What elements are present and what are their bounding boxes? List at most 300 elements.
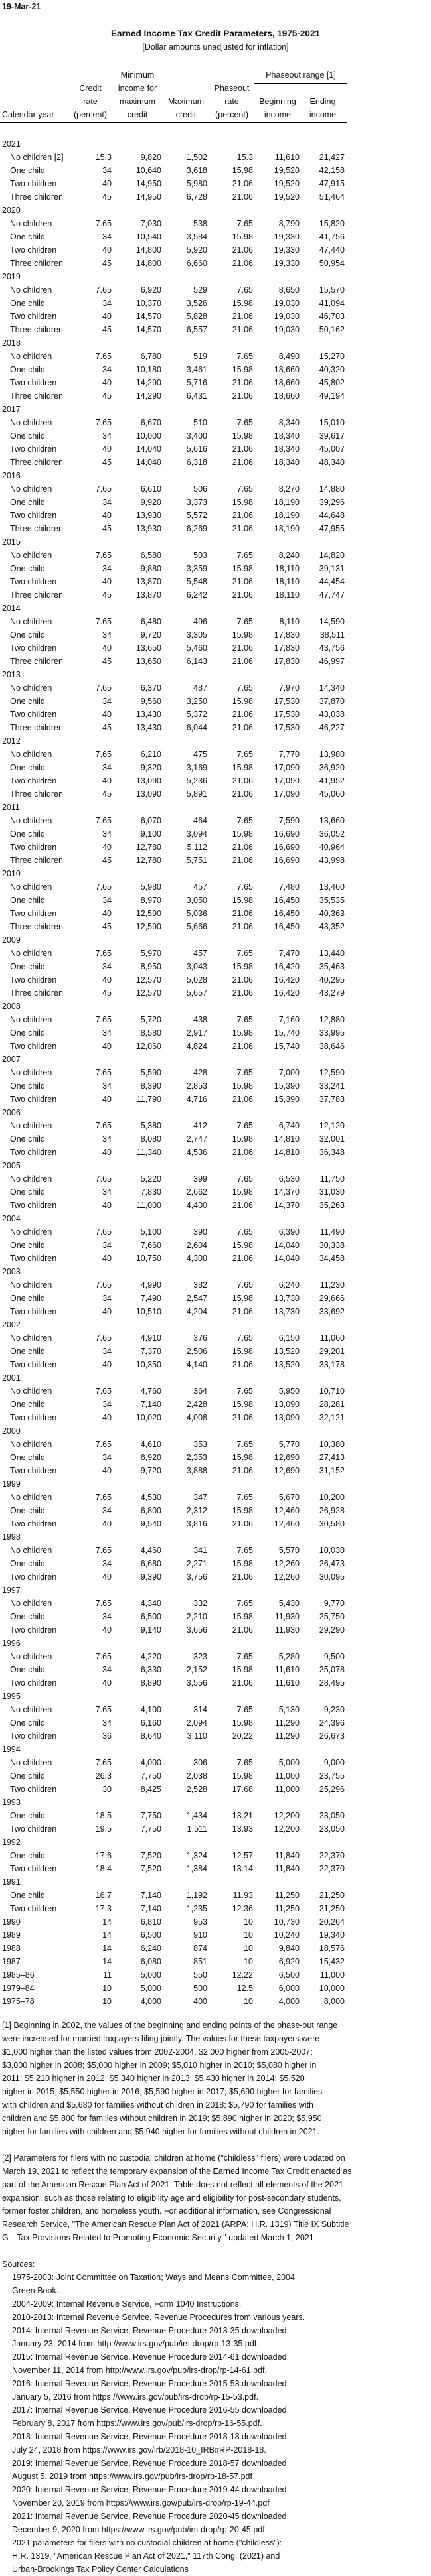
cell-min-income: 13,650 [135,657,161,666]
row-label: One child [10,1453,45,1462]
header-line: income [264,110,292,119]
cell-beginning-income: 15,390 [274,1081,300,1091]
row-label: 2000 [2,1426,21,1436]
cell-credit-rate: 7.65 [95,882,112,892]
cell-min-income: 4,760 [140,1387,161,1396]
cell-max-credit: 2,547 [186,1294,207,1303]
cell-phaseout-rate: 7.65 [236,1493,253,1502]
header-line: income for [118,84,157,93]
cell-credit-rate: 34 [102,1028,112,1038]
row-label: 2002 [2,1320,21,1329]
cell-min-income: 6,210 [140,750,161,759]
cell-beginning-income: 19,330 [274,232,300,241]
cell-min-income: 10,540 [135,232,161,241]
cell-max-credit: 3,169 [186,763,207,772]
cell-beginning-income: 14,810 [274,1148,300,1157]
footnote-line: March 19, 2021 to reflect the temporary expansion of the Earned Income Tax Credit enacted as [2,2167,352,2176]
cell-max-credit: 1,192 [186,1891,207,1900]
cell-ending-income: 24,396 [319,1718,345,1728]
cell-max-credit: 519 [193,352,207,361]
cell-min-income: 10,510 [135,1307,161,1316]
cell-beginning-income: 11,000 [274,1785,300,1794]
row-label: One child [10,962,45,971]
row-label: 2019 [2,272,21,281]
table-row [0,1292,347,1305]
cell-credit-rate: 40 [102,179,112,188]
row-label: No children [10,418,52,427]
cell-max-credit: 2,428 [186,1400,207,1409]
cell-min-income: 13,090 [135,789,161,799]
cell-credit-rate: 34 [102,299,112,308]
row-label: One child [10,365,45,374]
cell-beginning-income: 6,240 [278,1280,300,1290]
row-label: Two children [10,776,57,785]
cell-ending-income: 33,241 [319,1081,345,1091]
cell-beginning-income: 7,160 [278,1015,300,1024]
cell-beginning-income: 7,770 [278,750,300,759]
cell-beginning-income: 14,370 [274,1187,300,1197]
cell-max-credit: 487 [193,683,207,693]
row-label: No children [10,1121,52,1130]
cell-min-income: 13,930 [135,511,161,520]
cell-beginning-income: 4,000 [278,1997,300,2006]
row-label: Three children [10,192,63,202]
cell-max-credit: 4,140 [186,1360,207,1369]
cell-credit-rate: 7.65 [95,285,112,295]
eitc-parameters-table [0,66,347,2009]
cell-ending-income: 28,495 [319,1678,345,1688]
cell-max-credit: 538 [193,219,207,228]
row-label: One child [10,1506,45,1515]
source-line: 2020: Internal Revenue Service, Revenue Procedure 2019-44 downloaded [12,2485,287,2494]
cell-phaseout-rate: 15.98 [232,1028,253,1038]
table-row [0,880,347,894]
cell-beginning-income: 15,390 [274,1095,300,1104]
cell-min-income: 11,340 [136,1148,161,1157]
year-row [0,403,347,416]
table-row [0,1438,347,1451]
cell-ending-income: 38,511 [319,630,345,640]
cell-phaseout-rate: 15.98 [232,1559,253,1568]
cell-phaseout-rate: 13.93 [232,1824,253,1834]
cell-phaseout-rate: 12.57 [232,1851,253,1860]
cell-credit-rate: 34 [102,1665,112,1674]
cell-max-credit: 5,891 [186,789,207,799]
table-row [0,894,347,907]
table-row [0,695,347,708]
cell-phaseout-rate: 21.06 [232,710,253,719]
cell-beginning-income: 10,240 [274,1931,300,1940]
cell-ending-income: 40,295 [319,975,345,984]
cell-min-income: 8,970 [140,896,161,905]
cell-phaseout-rate: 15.98 [232,232,253,241]
row-label: One child [10,896,45,905]
table-row [0,628,347,642]
cell-min-income: 9,920 [140,498,161,507]
cell-phaseout-rate: 7.65 [236,484,253,494]
row-label: No children [10,1440,52,1449]
cell-ending-income: 45,060 [319,789,345,799]
cell-credit-rate: 34 [102,1187,112,1197]
cell-beginning-income: 17,530 [274,697,300,706]
row-label: Two children [10,511,57,520]
cell-ending-income: 45,007 [319,444,345,454]
cell-ending-income: 30,095 [319,1572,345,1582]
cell-min-income: 9,560 [140,697,161,706]
cell-min-income: 12,780 [135,843,161,852]
row-label: 2010 [2,869,21,878]
table-row [0,1385,347,1398]
cell-phaseout-rate: 21.06 [232,776,253,785]
cell-ending-income: 46,227 [319,723,345,732]
cell-beginning-income: 16,690 [274,843,300,852]
cell-max-credit: 6,431 [186,391,207,401]
footnote-line: Research Service, "The American Rescue Plan Act of 2021 (ARPA; H.R. 1319) Title IX Subtitle [2,2220,349,2229]
cell-max-credit: 4,400 [186,1201,207,1210]
cell-phaseout-rate: 15.98 [232,829,253,839]
row-label: Two children [10,1466,57,1475]
table-row [0,1119,347,1132]
source-line: Green Book. [12,2286,59,2295]
cell-ending-income: 8,000 [323,1997,345,2006]
cell-beginning-income: 17,090 [274,776,300,785]
row-label: 1979–84 [2,1984,35,1993]
cell-phaseout-rate: 21.06 [232,458,253,467]
year-row [0,1265,347,1278]
cell-phaseout-rate: 15.98 [232,1081,253,1091]
cell-phaseout-rate: 15.98 [232,763,253,772]
cell-credit-rate: 17.3 [95,1904,112,1913]
source-line: 2015: Internal Revenue Service, Revenue Procedure 2014-61 downloaded [12,2352,287,2362]
cell-credit-rate: 34 [102,1506,112,1515]
page-title: Earned Income Tax Credit Parameters, 1975-2021 [111,29,320,38]
cell-phaseout-rate: 7.65 [236,1068,253,1077]
table-row [0,1902,347,1915]
cell-min-income: 11,000 [136,1201,161,1210]
cell-phaseout-rate: 21.06 [232,1042,253,1051]
cell-credit-rate: 7.65 [95,1015,112,1024]
cell-ending-income: 30,338 [319,1241,345,1250]
source-line: 2021 parameters for filers with no custodial children at home ("childless"): [12,2538,282,2547]
row-label: 1988 [2,1944,21,1953]
row-label: 2006 [2,1108,21,1117]
cell-ending-income: 29,290 [319,1625,345,1635]
cell-max-credit: 3,656 [186,1625,207,1635]
source-line: January 5, 2016 from https://www.irs.gov/pub/irs-drop/rp-15-53.pdf. [12,2392,259,2402]
table-row [0,1040,347,1053]
table-row [0,841,347,854]
cell-min-income: 7,140 [140,1904,161,1913]
cell-min-income: 9,880 [140,564,161,573]
cell-max-credit: 953 [193,1917,207,1927]
cell-max-credit: 323 [193,1652,207,1661]
cell-max-credit: 6,242 [186,590,207,600]
cell-credit-rate: 14 [102,1917,112,1927]
cell-phaseout-rate: 21.06 [232,325,253,334]
cell-beginning-income: 17,830 [274,644,300,653]
cell-ending-income: 39,617 [319,431,345,441]
cell-phaseout-rate: 7.65 [236,882,253,892]
cell-beginning-income: 13,520 [274,1360,300,1369]
sources-list [2,2271,427,2576]
source-line: August 5, 2019 from https://www.irs.gov/pub/irs-drop/rp-18-57.pdf [12,2472,252,2481]
row-label: One child [10,829,45,839]
cell-ending-income: 47,440 [319,245,345,255]
cell-max-credit: 4,008 [186,1413,207,1422]
cell-beginning-income: 19,520 [274,192,300,202]
footnote-line: [2] Parameters for filers with no custodial children at home ("childless" filers) were updated on [2,2153,345,2163]
row-label: One child [10,1771,45,1781]
cell-min-income: 13,870 [135,577,161,586]
cell-credit-rate: 34 [102,1347,112,1356]
cell-ending-income: 29,666 [319,1294,345,1303]
row-label: One child [10,1294,45,1303]
cell-phaseout-rate: 17.68 [232,1785,253,1794]
cell-beginning-income: 13,090 [274,1413,300,1422]
cell-ending-income: 10,200 [319,1493,345,1502]
cell-credit-rate: 40 [102,644,112,653]
cell-max-credit: 510 [193,418,207,427]
sources-label: Sources: [2,2260,35,2269]
cell-max-credit: 5,666 [186,922,207,931]
header-max-credit [162,95,210,121]
cell-ending-income: 23,755 [319,1771,345,1781]
row-label: One child [10,1718,45,1728]
footnote-line: G—Tax Provisions Related to Promoting Economic Security," updated March 1, 2021. [2,2233,317,2242]
cell-credit-rate: 34 [102,763,112,772]
cell-credit-rate: 45 [102,458,112,467]
source-line: January 23, 2014 from http://www.irs.gov/pub/irs-drop/rp-13-35.pdf. [12,2339,259,2348]
header-min-income [110,68,165,121]
year-row [0,602,347,615]
cell-max-credit: 475 [193,750,207,759]
year-row [0,1584,347,1597]
table-row [0,1066,347,1079]
cell-phaseout-rate: 7.65 [236,285,253,295]
cell-ending-income: 33,692 [319,1307,345,1316]
cell-phaseout-rate: 7.65 [236,617,253,626]
cell-phaseout-rate: 15.98 [232,1665,253,1674]
cell-phaseout-rate: 7.65 [236,1758,253,1767]
cell-max-credit: 2,853 [186,1081,207,1091]
row-label: No children [10,1758,52,1767]
cell-phaseout-rate: 15.3 [236,153,253,162]
cell-beginning-income: 16,420 [274,962,300,971]
cell-phaseout-rate: 12.36 [232,1904,253,1913]
cell-phaseout-rate: 21.06 [232,856,253,865]
table-row [0,1729,347,1743]
table-row [0,708,347,721]
cell-min-income: 12,570 [135,988,161,998]
cell-phaseout-rate: 21.06 [232,179,253,188]
cell-ending-income: 46,997 [319,657,345,666]
cell-ending-income: 11,490 [319,1227,345,1237]
cell-credit-rate: 10 [102,1997,112,2006]
cell-phaseout-rate: 10 [244,1931,253,1940]
cell-ending-income: 26,473 [319,1559,345,1568]
cell-min-income: 7,830 [140,1187,161,1197]
cell-phaseout-rate: 21.06 [232,1466,253,1475]
cell-ending-income: 21,250 [319,1891,345,1900]
footnote-1 [2,2019,427,2138]
row-label: Three children [10,391,63,401]
cell-ending-income: 11,750 [319,1174,345,1184]
date-label: 19-Mar-21 [2,2,41,11]
cell-max-credit: 382 [193,1280,207,1290]
cell-max-credit: 506 [193,484,207,494]
cell-credit-rate: 34 [102,630,112,640]
table-row [0,1995,347,2008]
cell-max-credit: 2,917 [186,1028,207,1038]
cell-phaseout-rate: 21.06 [232,723,253,732]
cell-beginning-income: 13,730 [274,1307,300,1316]
cell-credit-rate: 34 [102,564,112,573]
cell-credit-rate: 40 [102,843,112,852]
cell-ending-income: 15,432 [319,1957,345,1966]
cell-min-income: 7,490 [140,1294,161,1303]
cell-credit-rate: 11 [103,1970,112,1980]
table-row [0,442,347,456]
table-row [0,1650,347,1663]
cell-beginning-income: 8,270 [278,484,300,494]
table-row [0,1623,347,1637]
cell-beginning-income: 16,690 [274,829,300,839]
footnote-line: were increased for married taxpayers filing jointly. The values for these taxpayers were [2,2034,320,2043]
cell-phaseout-rate: 10 [244,1944,253,1953]
cell-min-income: 4,220 [140,1652,161,1661]
year-row [0,1053,347,1066]
header-line: rate [83,97,98,106]
cell-phaseout-rate: 21.06 [232,1254,253,1263]
cell-beginning-income: 14,040 [274,1254,300,1263]
cell-beginning-income: 19,520 [274,166,300,175]
cell-ending-income: 44,454 [319,577,345,586]
cell-beginning-income: 18,340 [274,458,300,467]
cell-max-credit: 2,152 [186,1665,207,1674]
cell-min-income: 6,500 [140,1612,161,1621]
header-credit-rate [67,82,114,121]
cell-phaseout-rate: 15.98 [232,1506,253,1515]
row-label: One child [10,1851,45,1860]
cell-credit-rate: 7.65 [95,551,112,560]
row-label: No children [10,816,52,825]
cell-min-income: 6,780 [140,352,161,361]
cell-credit-rate: 7.65 [95,1705,112,1714]
cell-phaseout-rate: 15.98 [232,962,253,971]
row-label: Three children [10,856,63,865]
cell-beginning-income: 8,650 [278,285,300,295]
cell-max-credit: 5,920 [186,245,207,255]
table-row [0,1278,347,1292]
cell-ending-income: 27,413 [319,1453,345,1462]
cell-credit-rate: 34 [102,1134,112,1144]
footnote-line: $1,000 higher than the listed values from 2002-2004, $2,000 higher from 2005-2007; [2,2047,313,2057]
row-label: No children [10,1015,52,1024]
cell-beginning-income: 5,000 [278,1758,300,1767]
table-row [0,1756,347,1769]
row-label: One child [10,1400,45,1409]
footnote-line: part of the American Rescue Plan Act of 2021. Table does not reflect all elements of the 2021 [2,2180,343,2189]
cell-phaseout-rate: 15.98 [232,1612,253,1621]
row-label: 1997 [2,1586,21,1595]
row-label: No children [10,219,52,228]
year-row [0,1477,347,1491]
row-label: One child [10,763,45,772]
cell-max-credit: 1,324 [186,1851,207,1860]
cell-beginning-income: 8,240 [278,551,300,560]
table-row [0,323,347,336]
table-row [0,1783,347,1796]
table-row [0,1929,347,1942]
table-row [0,230,347,243]
cell-beginning-income: 19,520 [274,179,300,188]
cell-ending-income: 32,121 [319,1413,345,1422]
cell-min-income: 4,910 [140,1333,161,1343]
cell-phaseout-rate: 21.06 [232,657,253,666]
year-row [0,535,347,549]
cell-min-income: 5,220 [140,1174,161,1184]
cell-credit-rate: 34 [102,1241,112,1250]
cell-beginning-income: 16,690 [274,856,300,865]
cell-max-credit: 390 [193,1227,207,1237]
row-label: Two children [10,577,57,586]
row-label: One child [10,1665,45,1674]
cell-ending-income: 30,580 [319,1519,345,1528]
source-line: 2004-2009: Internal Revenue Service, Form 1040 Instructions. [12,2299,242,2309]
row-label: 1989 [2,1931,21,1940]
cell-phaseout-rate: 15.98 [232,299,253,308]
row-label: 2020 [2,206,21,215]
cell-ending-income: 22,370 [319,1864,345,1873]
table-row [0,615,347,628]
cell-beginning-income: 12,260 [274,1559,300,1568]
row-label: No children [10,1280,52,1290]
cell-phaseout-rate: 10 [244,1997,253,2006]
row-label: One child [10,232,45,241]
row-label: 2021 [2,139,21,149]
cell-beginning-income: 16,450 [274,922,300,931]
cell-ending-income: 34,458 [319,1254,345,1263]
cell-phaseout-rate: 15.98 [232,1400,253,1409]
row-label: 2016 [2,471,21,480]
cell-phaseout-rate: 7.65 [236,1121,253,1130]
cell-ending-income: 25,296 [319,1785,345,1794]
cell-credit-rate: 40 [102,1254,112,1263]
source-line: 2014: Internal Revenue Service, Revenue Procedure 2013-35 downloaded [12,2326,287,2335]
year-row [0,1424,347,1438]
cell-ending-income: 26,673 [319,1731,345,1741]
cell-max-credit: 5,548 [186,577,207,586]
cell-ending-income: 22,370 [319,1851,345,1860]
table-row [0,774,347,787]
header-line: Minimum [120,70,155,80]
cell-beginning-income: 6,500 [278,1970,300,1980]
cell-max-credit: 2,747 [186,1134,207,1144]
cell-phaseout-rate: 21.06 [232,312,253,321]
cell-ending-income: 19,340 [319,1931,345,1940]
cell-beginning-income: 11,250 [274,1891,300,1900]
footnote-line: expansion, such as those relating to eligibility age and eligibility for post-secondary students, [2,2193,341,2203]
cell-beginning-income: 11,000 [274,1771,300,1781]
row-label: Three children [10,259,63,268]
cell-max-credit: 3,400 [186,431,207,441]
table-row [0,1955,347,1968]
cell-max-credit: 2,210 [186,1612,207,1621]
row-label: One child [10,1187,45,1197]
cell-credit-rate: 34 [102,1718,112,1728]
cell-phaseout-rate: 21.06 [232,1413,253,1422]
table-row [0,854,347,867]
